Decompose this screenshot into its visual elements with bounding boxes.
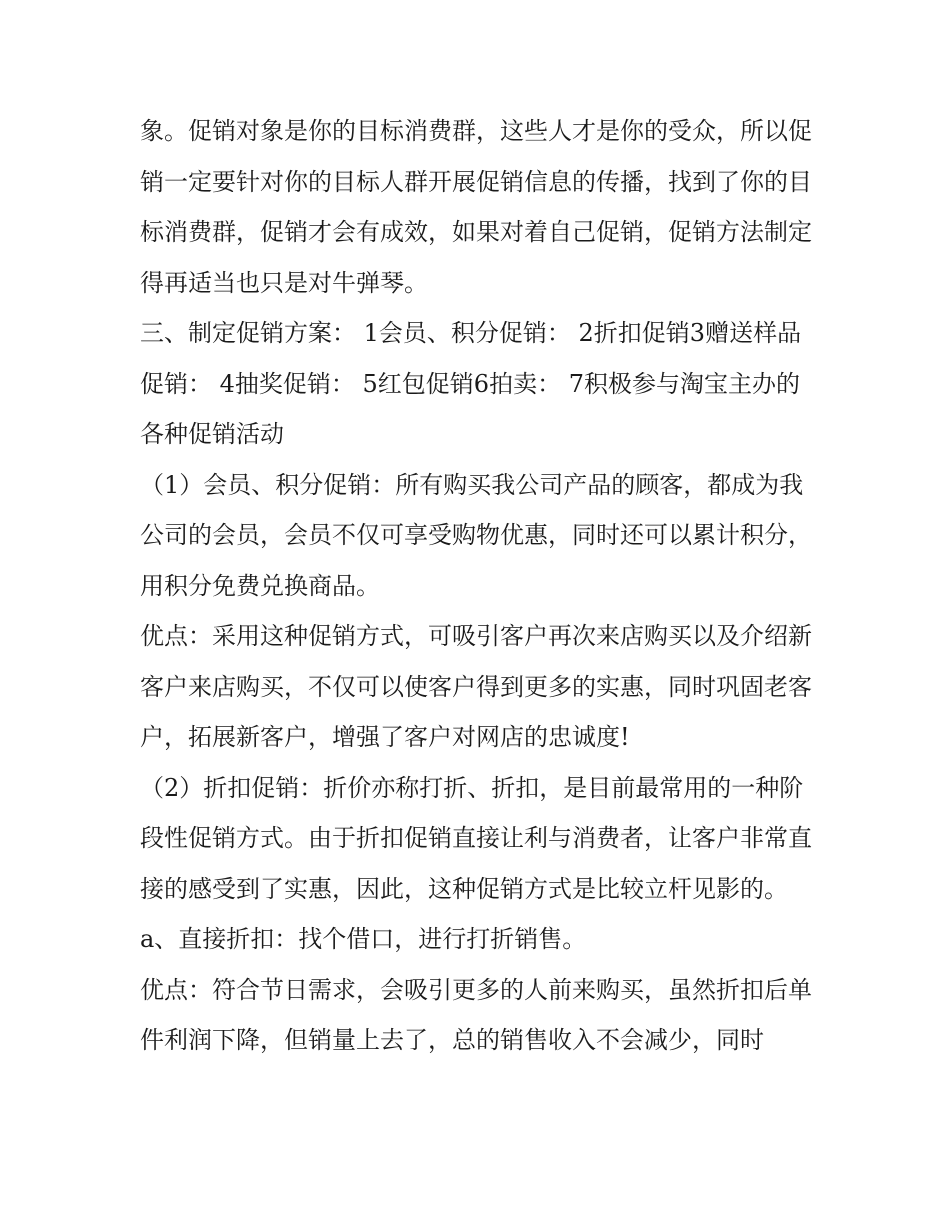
- paragraph-member-points: （1）会员、积分促销：所有购买我公司产品的顾客，都成为我公司的会员，会员不仅可享受购物优惠，同时还可以累计积分，用积分免费兑换商品。: [140, 470, 812, 600]
- paragraph-discount-promotion: （2）折扣促销：折价亦称打折、折扣，是目前最常用的一种阶段性促销方式。由于折扣促销直接让利与消费者，让客户非常直接的感受到了实惠，因此，这种促销方式是比较立杆见影的。: [140, 773, 812, 903]
- paragraph-promotion-target: 象。促销对象是你的目标消费群，这些人才是你的受众，所以促销一定要针对你的目标人群开展促销信息的传播，找到了你的目标消费群，促销才会有成效，如果对着自己促销，促销方法制定得再适当也只是对牛弹琴。: [140, 117, 812, 297]
- paragraph-promotion-plan: 三、制定促销方案： 1会员、积分促销： 2折扣促销3赠送样品促销： 4抽奖促销： 5红包促销6拍卖： 7积极参与淘宝主办的各种促销活动: [140, 319, 802, 448]
- paragraph-direct-discount: a、直接折扣：找个借口，进行打折销售。: [140, 925, 587, 953]
- document-body: [140, 106, 820, 1066]
- paragraph-member-points-advantage: 优点：采用这种促销方式，可吸引客户再次来店购买以及介绍新客户来店购买，不仅可以使客户得到更多的实惠，同时巩固老客户，拓展新客户，增强了客户对网店的忠诚度!: [140, 622, 812, 751]
- paragraph-direct-discount-advantage: 优点：符合节日需求，会吸引更多的人前来购买，虽然折扣后单件利润下降，但销量上去了，总的销售收入不会减少，同时: [140, 975, 812, 1054]
